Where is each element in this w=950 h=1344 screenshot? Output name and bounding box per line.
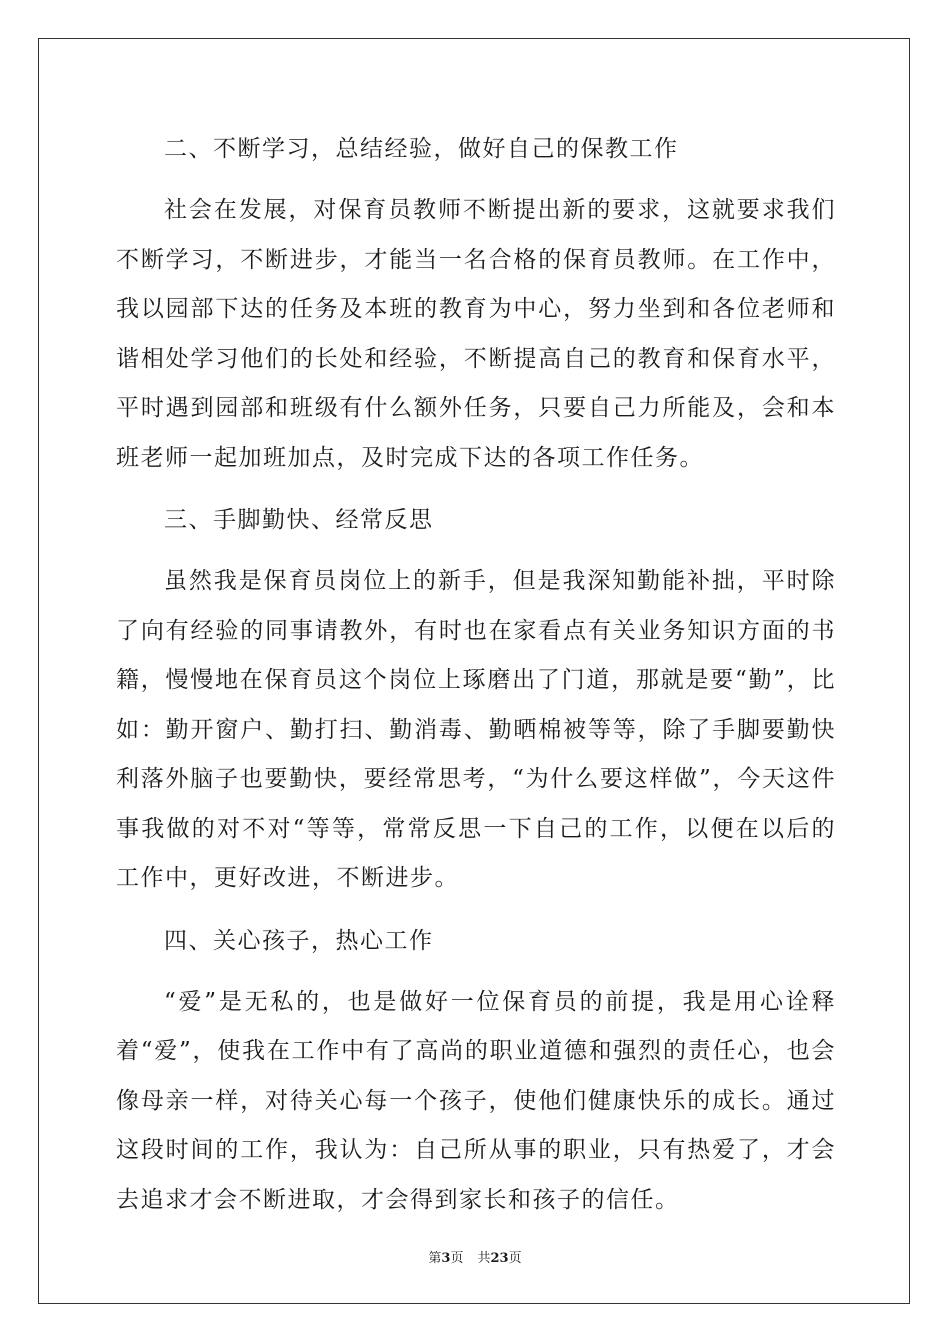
section-heading-3: 三、手脚勤快、经常反思 xyxy=(164,507,434,533)
total-prefix: 共 xyxy=(477,1251,491,1266)
page-footer xyxy=(0,1247,950,1266)
page-suffix: 页 xyxy=(450,1251,464,1266)
document-body xyxy=(116,130,836,1243)
section-heading-4: 四、关心孩子，热心工作 xyxy=(164,927,434,954)
total-pages: 23 xyxy=(490,1251,509,1266)
section-paragraph-4: “爱”是无私的，也是做好一位保育员的前提，我是用心诠释着“爱”，使我在工作中有了高尚的职业道德和强烈的责任心，也会像母亲一样，对待关心每一个孩子，使他们健康快乐的成长。通过这段时间的工作，我认为：自己所从事的职业，只有热爱了，才会去追求才会不断进取，才会得到家长和孩子的信任。 xyxy=(116,988,836,1213)
section-paragraph-3: 虽然我是保育员岗位上的新手，但是我深知勤能补拙，平时除了向有经验的同事请教外，有时也在家看点有关业务知识方面的书籍，慢慢地在保育员这个岗位上琢磨出了门道，那就是要“勤”，比如：勤开窗户、勤打扫、勤消毒、勤晒棉被等等，除了手脚要勤快利落外脑子也要勤快，要经常思考，“为什么要这样做”，今天这件事我做的对不对“等等，常常反思一下自己的工作，以便在以后的工作中，更好改进，不断进步。 xyxy=(116,568,836,891)
page-prefix: 第 xyxy=(428,1251,442,1266)
section-heading-2: 二、不断学习，总结经验，做好自己的保教工作 xyxy=(164,136,679,162)
section-paragraph-2: 社会在发展，对保育员教师不断提出新的要求，这就要求我们不断学习，不断进步，才能当一名合格的保育员教师。在工作中，我以园部下达的任务及本班的教育为中心，努力坐到和各位老师和谐相处学习他们的长处和经验，不断提高自己的教育和保育水平，平时遇到园部和班级有什么额外任务，只要自己力所能及，会和本班老师一起加班加点，及时完成下达的各项工作任务。 xyxy=(116,197,836,471)
total-suffix: 页 xyxy=(508,1251,522,1266)
page-number: 3 xyxy=(441,1251,451,1266)
